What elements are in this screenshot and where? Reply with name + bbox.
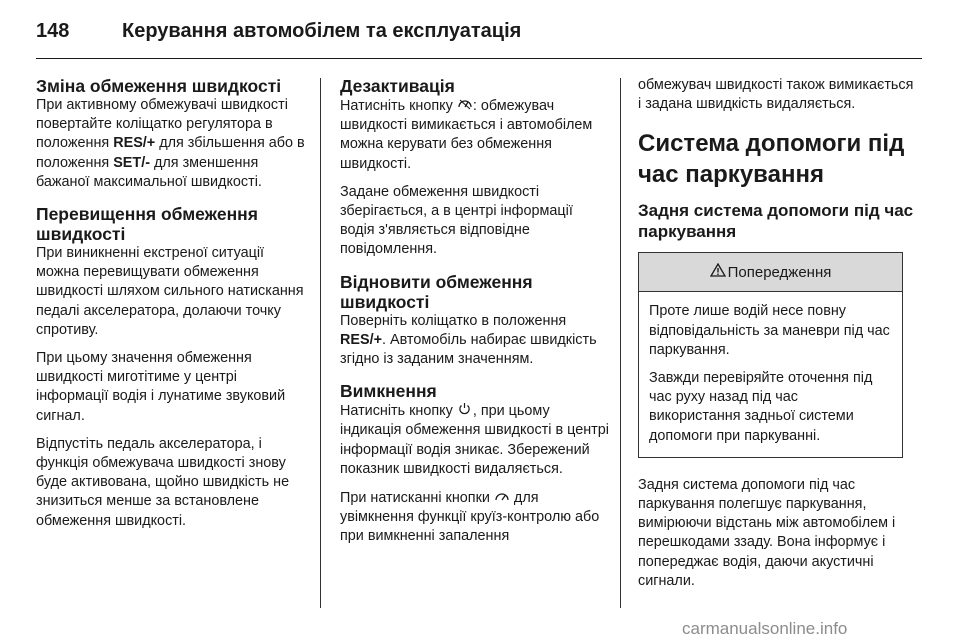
column-3	[638, 76, 918, 600]
text: При натисканні кнопки	[340, 490, 494, 507]
paragraph: Відпустіть педаль акселератора, і функція обмежувача швидкості знову буде активована, щойно швидкість не знизиться менше за встановлене обмеження швидкості.	[36, 435, 290, 529]
paragraph	[340, 488, 610, 547]
text: Натисніть кнопку	[340, 403, 457, 420]
text: : обмежувач швидкості вимикається і автомобілем можна керувати без обмеження швидкості.	[340, 98, 593, 172]
limiter-off-button-icon	[457, 96, 473, 115]
warning-box	[638, 252, 903, 457]
paragraph: При цьому значення обмеження швидкості миготітиме у центрі інформації водія і лунатиме звуковий сигнал.	[36, 350, 286, 424]
warning-header	[639, 253, 902, 292]
page-number: 148	[36, 20, 70, 42]
section-heading: Задня система допомоги під час паркування	[638, 201, 914, 242]
text: . Автомобіль набирає швидкість згідно із заданим значенням.	[340, 331, 597, 368]
section-heading: Дезактивація	[340, 76, 455, 96]
section-change-limit	[36, 76, 306, 192]
cruise-control-button-icon	[494, 488, 510, 507]
text: Поверніть коліщатко в положення	[340, 312, 567, 329]
warning-body	[639, 292, 902, 456]
paragraph: обмежувач швидкості також вимикається і задана швидкість видаляється.	[638, 77, 914, 113]
chapter-heading: Система допомоги під час паркування	[638, 130, 905, 189]
column-1	[36, 76, 306, 543]
key-label: SET/-	[113, 154, 150, 171]
section-heading: Зміна обмеження швидкості	[36, 76, 282, 96]
paragraph: Завжди перевіряйте оточення під час руху назад під час використання задньої системи допомоги при паркуванні.	[649, 370, 873, 444]
column-divider	[620, 78, 621, 608]
paragraph	[340, 96, 610, 174]
section-switch-off	[340, 381, 610, 546]
section-exceed-limit	[36, 204, 306, 531]
paragraph: Проте лише водій несе повну відповідальність за маневри під час паркування.	[649, 303, 890, 358]
power-button-icon	[457, 401, 473, 420]
paragraph: При виникненні екстреної ситуації можна перевищувати обмеження швидкості шляхом сильного натискання педалі акселератора, долаючи точку спротиву.	[36, 245, 304, 338]
section-resume-limit	[340, 272, 610, 370]
text: , при цьому індикація обмеження швидкості в центрі інформації водія зникає. Збережений показник швидкості видаляється.	[340, 403, 609, 477]
paragraph: Задня система допомоги під час паркування полегшує паркування, вимірюючи відстань між автомобілем і перешкодами ззаду. Вона інформує і попереджає водія, даючи акустичні сигнали.	[638, 476, 896, 589]
warning-title: Попередження	[727, 263, 832, 281]
paragraph	[36, 96, 306, 192]
text: для зменшення бажаної максимальної швидкості.	[36, 154, 262, 190]
text: Натисніть кнопку	[340, 98, 457, 114]
text: для збільшення або в положення	[36, 135, 305, 171]
column-2	[340, 76, 610, 559]
key-label: RES/+	[340, 331, 382, 348]
paragraph	[340, 312, 610, 370]
key-label: RES/+	[113, 135, 156, 152]
paragraph: Задане обмеження швидкості зберігається, а в центрі інформації водія з'являється відповідне повідомлення.	[340, 183, 573, 258]
section-heading: Перевищення обмеження швидкості	[36, 204, 258, 245]
text: При активному обмежувачі швидкості повертайте коліщатко регулятора в положення	[36, 97, 288, 152]
chapter-title: Керування автомобілем та експлуатація	[122, 20, 522, 42]
paragraph	[340, 401, 610, 479]
warning-triangle-icon	[710, 263, 726, 282]
section-heading: Відновити обмеження швидкості	[340, 271, 533, 312]
text: для увімкнення функції круїз-контролю або при вимкненні запалення	[340, 490, 600, 545]
column-divider	[320, 78, 321, 608]
watermark: carmanualsonline.info	[682, 619, 848, 638]
page-header	[36, 18, 922, 59]
section-heading: Вимкнення	[340, 381, 437, 402]
section-deactivation	[340, 76, 610, 260]
